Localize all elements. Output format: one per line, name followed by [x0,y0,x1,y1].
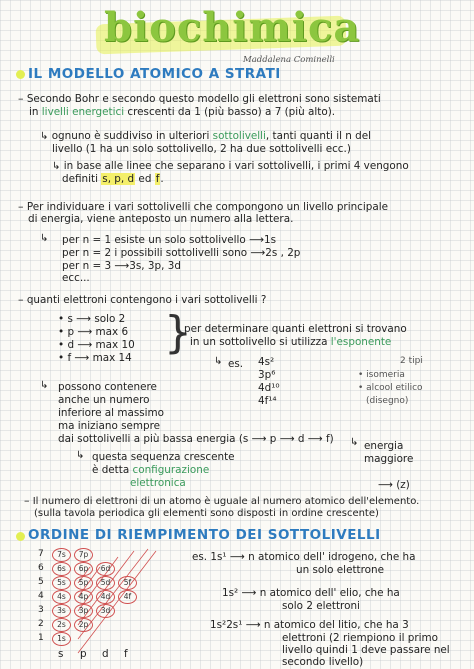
sublevel-p: • p ⟶ max 6 [58,326,129,338]
example-4s2: 4s² [258,356,275,368]
paragraph-identify-line2: di energia, viene anteposto un numero alla lettera. [28,213,294,225]
hook-arrow-icon: ↳ [76,450,85,461]
paragraph-fewer-electrons-2: anche un numero [58,394,150,406]
paragraph-exponent-line2 [190,336,391,349]
text-fragment: es. 1s¹ [192,551,227,563]
text-fragment: f ⟶ max 14 [67,352,132,364]
text-fragment: definiti [62,173,98,185]
paragraph-sequence-1: questa sequenza crescente [92,451,235,463]
orbital-6s: 6s [52,562,71,576]
row-number: 1 [38,633,44,643]
text-fragment: ognuno è suddiviso in ulteriori [51,130,210,142]
paragraph-spdf-line2 [62,173,164,186]
row-number: 5 [38,577,44,587]
section-heading-filling-order: ORDINE DI RIEMPIMENTO DEI SOTTOLIVELLI [28,527,381,543]
example-label: es. [228,358,244,370]
orbital-4f: 4f [118,590,137,604]
page-title: biochimica [104,4,361,51]
orbital-5p: 5p [74,576,93,590]
sublevel-f: • f ⟶ max 14 [58,352,132,364]
paragraph-bohr: – Secondo Bohr e secondo questo modello gli elettroni sono sistemati [18,92,381,105]
example-n3: per n = 3 ⟶3s, 3p, 3d [62,260,181,272]
orbital-6p: 6p [74,562,93,576]
text-fragment: crescenti da 1 (più basso) a 7 (più alto). [127,106,336,118]
column-s: s [58,648,64,660]
paragraph-identify-sublevels: – Per individuare i vari sottolivelli che compongono un livello principale [18,200,389,213]
orbital-7p: 7p [74,548,93,562]
text-fragment: 1s²2s¹ [210,619,243,631]
text-fragment: in un sottolivello si utilizza [190,336,328,348]
side-note-alcool: • alcool etilico [358,383,423,393]
orbital-5d: 5d [96,576,115,590]
side-note-disegno: (disegno) [366,396,409,406]
text-fragment: d ⟶ max 10 [67,339,135,351]
heading-bullet-icon [16,532,25,541]
text-fragment: 1s² [222,587,239,599]
orbital-4p: 4p [74,590,93,604]
heading-bullet-icon [16,70,25,79]
row-number: 6 [38,563,44,573]
orbital-7s: 7s [52,548,71,562]
side-note-isomeria: • isomeria [358,370,405,380]
text-fragment: (z) [396,479,410,491]
hook-arrow-icon: ↳ [40,380,49,391]
orbital-3s: 3s [52,604,71,618]
term-sublevels: sottolivelli [212,130,266,142]
hook-arrow-icon: ↳ [52,161,61,172]
example-lithium-4: secondo livello) [282,656,364,668]
hook-arrow-icon: ↳ [40,131,49,142]
text-fragment: n atomico dell' idrogeno, che ha [248,551,416,563]
term-exponent: l'esponente [330,336,392,348]
section-heading-atomic-model: IL MODELLO ATOMICO A STRATI [28,66,281,82]
example-n1: per n = 1 esiste un solo sottolivello ⟶1s [62,234,276,246]
orbital-3p: 3p [74,604,93,618]
example-n2: per n = 2 i possibili sottolivelli sono ⟶2s , 2p [62,247,301,259]
paragraph-bohr-line2 [29,106,335,119]
row-numbers [38,547,44,645]
example-lithium: 1s²2s¹ ⟶ n atomico del litio, che ha 3 [210,619,409,631]
energy-label-2: maggiore [364,453,414,465]
hook-arrow-icon: ↳ [214,356,223,367]
text-fragment: Il numero di elettroni di un atomo è uguale al numero atomico dell'elemento. [32,496,420,507]
row-number: 4 [38,591,44,601]
paragraph-atomic-number: – Il numero di elettroni di un atomo è uguale al numero atomico dell'elemento. [24,494,420,507]
paragraph-sublevels-line2: livello (1 ha un solo sottolivello, 2 ha due sottolivelli ecc.) [52,143,351,155]
paragraph-fewer-electrons-4: ma iniziano sempre [58,420,161,432]
example-4d10: 4d¹⁰ [258,382,280,394]
hook-arrow-icon: ↳ [350,437,359,448]
text-fragment: , tanti quanti il n del [265,130,372,142]
paragraph-fewer-electrons-3: inferiore al massimo [58,407,165,419]
energy-label-1: energia [364,440,404,452]
text-fragment: in base alle linee che separano i vari sottolivelli, i primi 4 vengono [63,160,409,172]
orbital-4s: 4s [52,590,71,604]
text-fragment: n atomico del litio, che ha 3 [263,619,409,631]
term-configuration: configurazione [132,464,210,476]
paragraph-sequence-2 [92,464,209,477]
text-fragment: quanti elettroni contengono i vari sottolivelli ? [26,294,267,306]
example-lithium-3: livello quindi 1 deve passare nel [282,644,450,656]
orbital-4d: 4d [96,590,115,604]
text-fragment: è detta [92,464,130,476]
filling-order-diagram [38,547,178,662]
text-fragment: alcool etilico [366,383,423,393]
orbital-5f: 5f [118,576,137,590]
author-name: Maddalena Cominelli [243,55,335,65]
column-d: d [102,648,109,660]
text-fragment: ed [138,173,152,185]
text-fragment: p ⟶ max 6 [67,326,129,338]
example-helium-2: solo 2 elettroni [282,600,360,612]
example-lithium-2: elettroni (2 riempiono il primo [282,632,439,644]
sublevel-d: • d ⟶ max 10 [58,339,135,351]
text-fragment: s ⟶ solo 2 [67,313,126,325]
highlight-f: f [155,173,160,185]
text-fragment: isomeria [366,370,405,380]
column-p: p [80,648,87,660]
paragraph-sublevels [40,130,371,143]
orbital-3d: 3d [96,604,115,618]
sublevel-s: • s ⟶ solo 2 [58,313,126,325]
term-electronic: elettronica [130,477,186,489]
orbital-2s: 2s [52,618,71,632]
term-energy-levels: livelli energetici [41,106,125,118]
text-line: Secondo Bohr e secondo questo modello gli elettroni sono sistemati [26,93,381,105]
paragraph-fewer-electrons-5: dai sottolivelli a più bassa energia (s ⟶ p ⟶ d ⟶ f) [58,433,334,445]
side-note-label: 2 tipi [400,356,423,366]
text-fragment: Per individuare i vari sottolivelli che compongono un livello principale [26,201,389,213]
orbital-5s: 5s [52,576,71,590]
brace-icon: } [164,307,192,358]
example-hydrogen: es. 1s¹ ⟶ n atomico dell' idrogeno, che ha [192,551,416,563]
example-3p6: 3p⁶ [258,369,276,381]
row-number: 2 [38,619,44,629]
paragraph-exponent: per determinare quanti elettroni si trovano [184,323,407,335]
orbital-1s: 1s [52,632,71,646]
example-etc: ecc... [62,272,90,284]
column-f: f [124,648,128,660]
paragraph-fewer-electrons-1: possono contenere [58,381,157,393]
example-hydrogen-2: un solo elettrone [296,564,384,576]
example-helium: 1s² ⟶ n atomico dell' elio, che ha [222,587,400,599]
row-number: 7 [38,549,44,559]
text-fragment: in [29,106,39,118]
highlight-spd: s, p, d [102,173,135,185]
paragraph-atomic-number-2: (sulla tavola periodica gli elementi sono disposti in ordine crescente) [34,508,379,519]
text-fragment: n atomico dell' elio, che ha [259,587,400,599]
text-fragment: . [160,173,164,185]
paragraph-electron-count: – quanti elettroni contengono i vari sottolivelli ? [18,293,267,306]
orbital-2p: 2p [74,618,93,632]
paragraph-spdf [52,160,409,173]
z-label: ⟶ (z) [378,479,410,491]
example-4f14: 4f¹⁴ [258,395,277,407]
row-number: 3 [38,605,44,615]
orbital-6d: 6d [96,562,115,576]
hook-arrow-icon: ↳ [40,233,49,244]
